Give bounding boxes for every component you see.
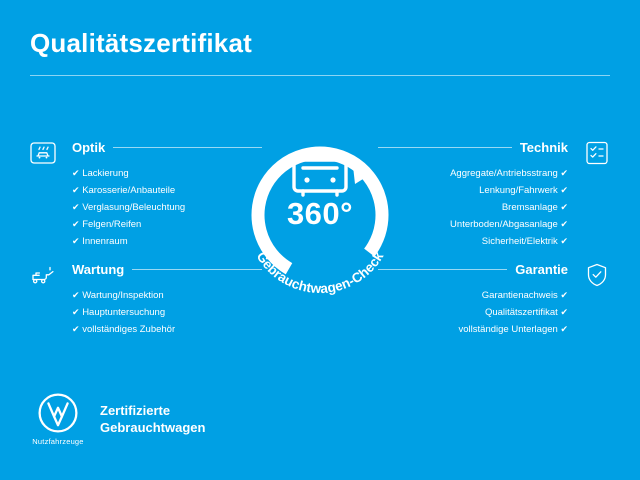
check-icon: ✔ (560, 290, 568, 300)
check-icon: ✔ (72, 168, 80, 178)
footer-line-1: Zertifizierte (100, 403, 171, 418)
list-item-label: Felgen/Reifen (82, 219, 142, 230)
vw-logo-subtitle: Nutzfahrzeuge (32, 437, 84, 446)
vw-logo-icon (37, 392, 79, 434)
vw-logo (30, 392, 86, 446)
header-divider (30, 75, 610, 76)
badge-arc-text: Gebrauchtwagen-Check (253, 249, 387, 297)
car-icon (294, 160, 346, 195)
shield-check-icon (584, 262, 610, 288)
check-icon: ✔ (72, 202, 80, 212)
check-icon: ✔ (72, 236, 80, 246)
check-icon: ✔ (72, 185, 80, 195)
list-item-label: Wartung/Inspektion (82, 290, 164, 301)
check-icon: ✔ (560, 168, 568, 178)
list-item (378, 304, 568, 321)
list-item-label: vollständiges Zubehör (82, 324, 176, 335)
list-item-label: Qualitätszertifikat (484, 307, 558, 318)
badge-degrees: 360° (286, 196, 354, 231)
list-item-label: Sicherheit/Elektrik (481, 236, 558, 247)
oil-can-icon (30, 262, 56, 288)
footer (30, 392, 205, 446)
check-icon: ✔ (72, 307, 80, 317)
check-icon: ✔ (560, 236, 568, 246)
block-title-optik: Optik (72, 140, 106, 155)
list-item-label: Unterboden/Abgasanlage (450, 219, 558, 230)
list-item-label: vollständige Unterlagen (458, 324, 558, 335)
badge-360-check (225, 112, 415, 302)
list-item-label: Lackierung (82, 168, 129, 179)
check-icon: ✔ (72, 324, 80, 334)
footer-line-2: Gebrauchtwagen (100, 420, 206, 435)
list-item-label: Lenkung/Fahrwerk (479, 185, 558, 196)
list-item-label: Karosserie/Anbauteile (82, 185, 176, 196)
check-icon: ✔ (560, 185, 568, 195)
footer-text (100, 402, 205, 436)
check-icon: ✔ (560, 307, 568, 317)
page-title: Qualitätszertifikat (30, 28, 252, 58)
block-title-garantie: Garantie (515, 262, 568, 277)
check-icon: ✔ (72, 290, 80, 300)
check-icon: ✔ (560, 202, 568, 212)
list-item-label: Garantienachweis (481, 290, 558, 301)
list-item-label: Innenraum (82, 236, 128, 247)
page-header (30, 28, 610, 76)
list-item-label: Hauptuntersuchung (82, 307, 166, 318)
check-icon: ✔ (560, 324, 568, 334)
list-item (72, 321, 262, 338)
check-icon: ✔ (72, 219, 80, 229)
list-item-label: Verglasung/Beleuchtung (82, 202, 186, 213)
car-wash-icon (30, 140, 56, 166)
list-item (72, 304, 262, 321)
block-title-wartung: Wartung (72, 262, 125, 277)
block-title-technik: Technik (519, 140, 568, 155)
checklist-icon (584, 140, 610, 166)
list-item-label: Aggregate/Antriebsstrang (450, 168, 558, 179)
check-icon: ✔ (560, 219, 568, 229)
list-item (378, 321, 568, 338)
list-item-label: Bremsanlage (501, 202, 558, 213)
